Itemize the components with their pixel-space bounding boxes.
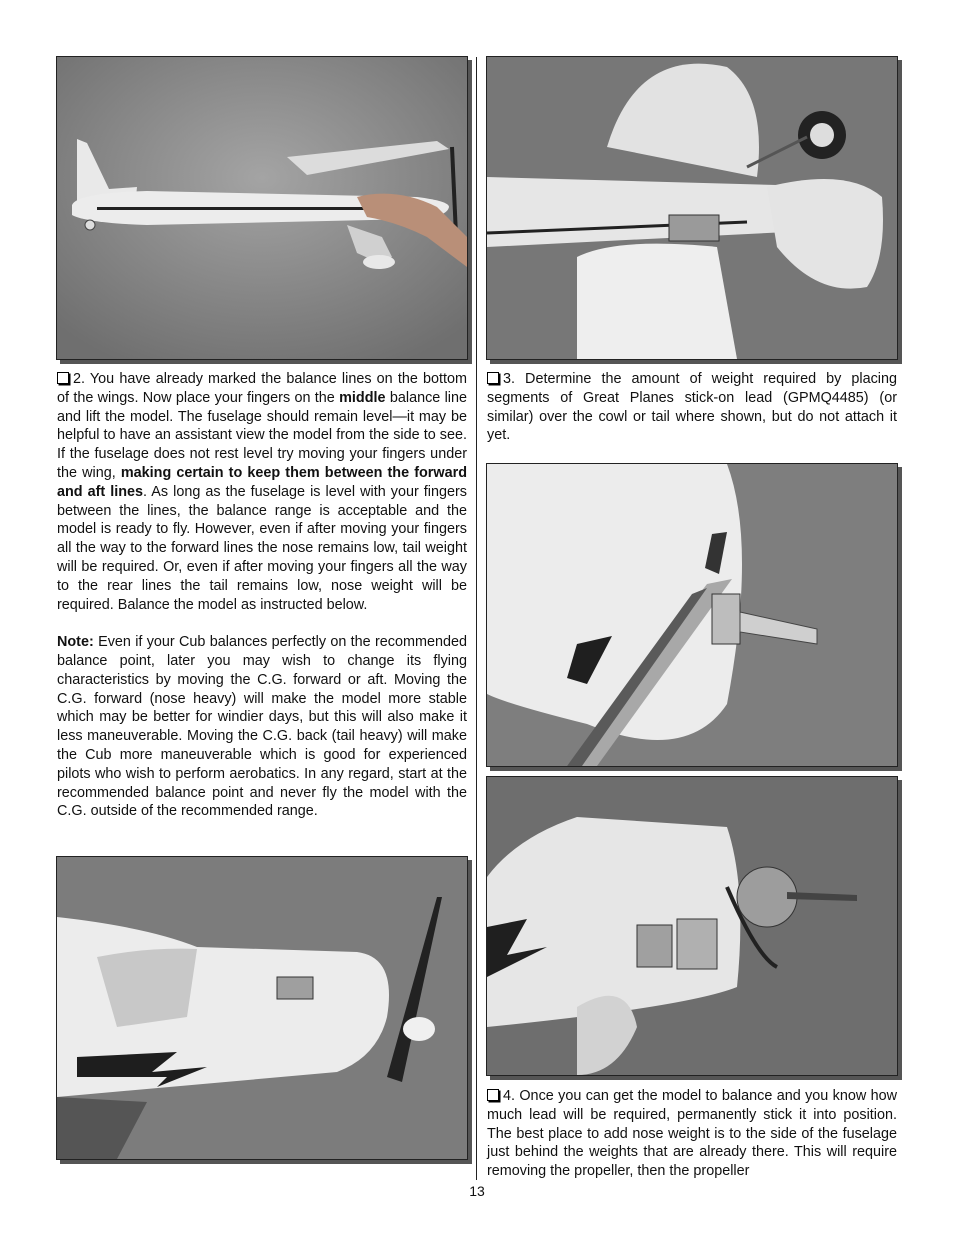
note-text: Even if your Cub balances perfectly on the recommended balance point, later you may wish to change its flying characteristics by moving the C.G. forward or aft. Moving the C.G. forward (nose heavy) will make the model more stable which may be better for windier days, but this will also make it less maneuverable. Moving the C.G. back (tail heavy) will make the Cub more maneuverable which is good for experienced pilots who wish to perform aerobatics. In any regard, start at the recommended balance point and never fly the model with the C.G. outside of the recommended range. [57, 634, 467, 820]
step-3-text: 3. Determine the amount of weight required by placing segments of Great Planes stick-on lead (GPMQ4485) (or similar) over the cowl or tail where shown, but do not attach it yet. [487, 371, 897, 444]
photo-tail-weights [486, 56, 898, 360]
checkbox[interactable] [487, 372, 499, 384]
photo-cowl-weights [56, 856, 468, 1160]
step-4-text: 4. Once you can get the model to balance and you know how much lead will be required, permanently stick it into position. The best place to add nose weight is to the side of the fuselage just behind the weights that are already there. This will require removing the propeller, then the propeller [487, 1088, 897, 1180]
column-divider [476, 57, 477, 1180]
page-number: 13 [469, 1183, 485, 1199]
step-3 [487, 370, 897, 445]
photo-cowl-wrench [486, 463, 898, 767]
step-2-bold-b: making certain to keep them between the forward and aft lines [57, 464, 467, 500]
photo-nose-weights [486, 776, 898, 1076]
step-2-bold-a: middle [339, 389, 386, 406]
left-column-text [57, 370, 467, 821]
note-label: Note: [57, 634, 94, 651]
step-4 [487, 1087, 897, 1181]
checkbox[interactable] [57, 372, 69, 384]
step-2 [57, 370, 467, 614]
step-2-text-a: 2. You have already marked the balance lines on the bottom of the wings. Now place your fingers on the [57, 371, 467, 406]
step-2-text-b: balance line and lift the model. The fuselage should remain level—it may be helpful to have an assistant view the model from the side to see. If the fuselage does not rest level try moving your fingers under the wing, [57, 389, 467, 481]
note [57, 633, 467, 821]
checkbox[interactable] [487, 1089, 499, 1101]
step-2-text-c: . As long as the fuselage is level with your fingers between the lines, the balance range is acceptable and the model is ready to fly. However, even if after moving your fingers all the way to the forward lines the nose remains low, tail weight will be required. Or, even if after moving your fingers all the way to the rear lines the tail remains low, nose weight will be required. Balance the model as instructed below. [57, 483, 467, 613]
photo-balancing-model [56, 56, 468, 360]
